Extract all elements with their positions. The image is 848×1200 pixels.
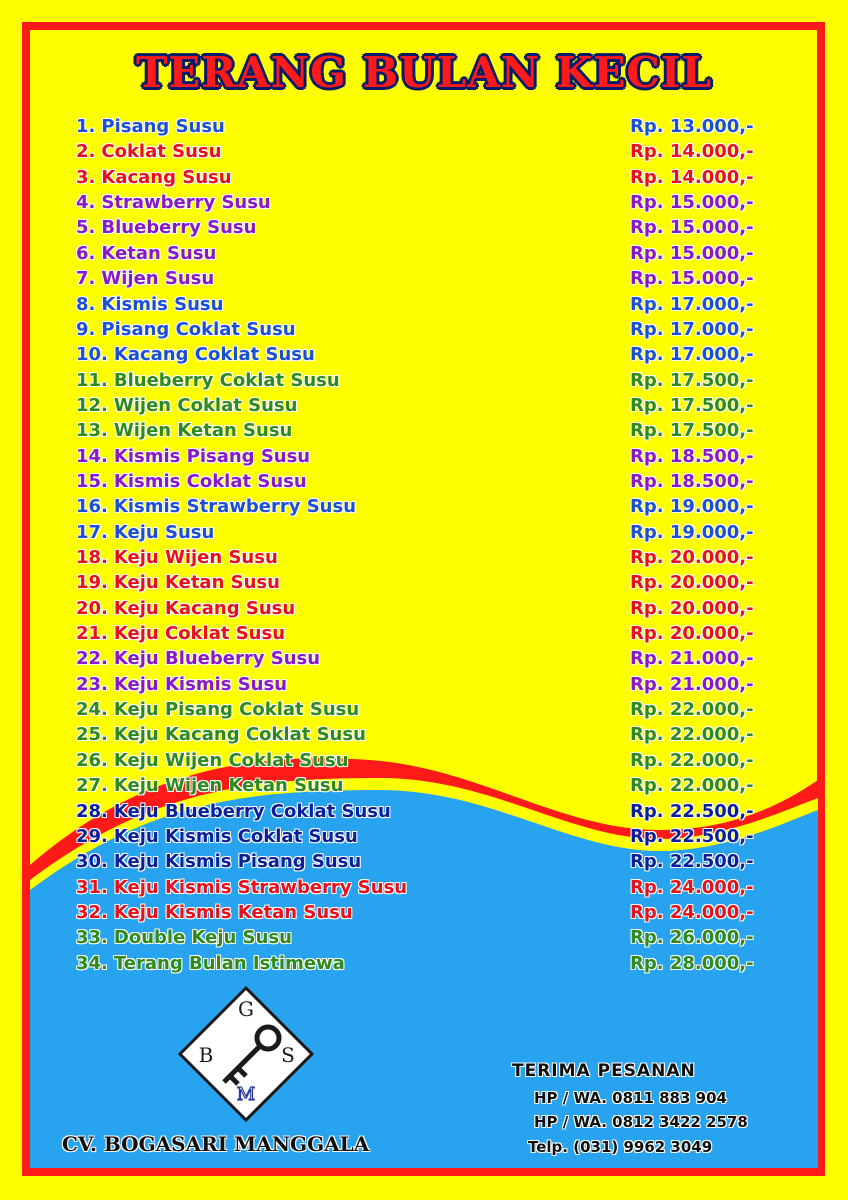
menu-item-name: Keju Blueberry Susu <box>113 648 321 670</box>
menu-item <box>76 672 776 697</box>
menu-item-number: 17. <box>76 521 108 543</box>
menu-item <box>76 621 776 646</box>
menu-item <box>76 494 776 519</box>
menu-item-name: Keju Kacang Susu <box>113 597 296 619</box>
menu-item <box>76 900 776 925</box>
menu-item-number: 3. <box>76 166 96 188</box>
menu-item <box>76 215 776 240</box>
contact-line-2: HP / WA. 0812 3422 2578 <box>534 1113 748 1131</box>
menu-item-price: Rp. 28.000,- <box>630 952 754 974</box>
menu-item <box>76 418 776 443</box>
menu-item-name: Keju Wijen Susu <box>113 547 278 568</box>
menu-item <box>76 875 776 900</box>
menu-item-name: Blueberry Coklat Susu <box>113 369 340 391</box>
menu-item-price: Rp. 22.000,- <box>630 699 754 721</box>
menu-item <box>76 342 776 367</box>
menu-item-price: Rp. 20.000,- <box>630 623 754 644</box>
menu-item-name: Keju Wijen Ketan Susu <box>113 775 344 797</box>
menu-item-number: 22. <box>76 648 108 670</box>
menu-item-price: Rp. 24.000,- <box>630 876 754 898</box>
menu-item-number: 31. <box>76 876 108 898</box>
menu-item-name: Blueberry Susu <box>101 217 257 239</box>
menu-item-number: 8. <box>76 293 96 315</box>
menu-item-price: Rp. 22.000,- <box>630 749 754 771</box>
menu-item-name: Wijen Ketan Susu <box>113 420 293 442</box>
menu-item-number: 6. <box>76 242 96 264</box>
menu-item-name: Kacang Susu <box>101 166 232 188</box>
menu-item-name: Terang Bulan Istimewa <box>113 952 345 974</box>
menu-item <box>76 317 776 342</box>
menu-item-number: 21. <box>76 623 108 644</box>
menu-item-price: Rp. 17.000,- <box>630 344 754 366</box>
menu-item <box>76 545 776 570</box>
menu-item-price: Rp. 19.000,- <box>630 521 754 543</box>
menu-item-number: 16. <box>76 496 108 518</box>
menu-item-number: 11. <box>76 369 108 391</box>
menu-item-number: 28. <box>76 800 108 822</box>
menu-item-number: 23. <box>76 673 108 695</box>
page-title: TERANG BULAN KECIL <box>135 48 713 97</box>
logo-letter-top: G <box>238 997 254 1021</box>
company-logo <box>178 986 314 1122</box>
menu-item-number: 7. <box>76 268 96 290</box>
menu-item-name: Coklat Susu <box>101 141 222 163</box>
menu-item-price: Rp. 19.000,- <box>630 496 754 518</box>
menu-item-number: 1. <box>76 116 96 137</box>
menu-item-price: Rp. 17.000,- <box>630 293 754 315</box>
menu-item-price: Rp. 22.500,- <box>630 825 754 847</box>
menu-item-number: 20. <box>76 597 108 619</box>
menu-item-price: Rp. 21.000,- <box>630 673 754 695</box>
menu-item-number: 9. <box>76 318 96 340</box>
menu-item-price: Rp. 18.500,- <box>630 445 754 467</box>
menu-item <box>76 114 776 139</box>
menu-item-name: Keju Kismis Coklat Susu <box>113 825 358 847</box>
menu-item-number: 25. <box>76 724 108 746</box>
menu-item-name: Keju Kismis Strawberry Susu <box>113 876 408 898</box>
menu-item-price: Rp. 20.000,- <box>630 572 754 594</box>
menu-item-number: 19. <box>76 572 108 594</box>
menu-item-name: Keju Kismis Susu <box>113 673 288 695</box>
menu-item-name: Wijen Susu <box>101 268 215 290</box>
menu-item-name: Keju Kismis Ketan Susu <box>113 901 353 923</box>
menu-item <box>76 266 776 291</box>
menu-item-name: Kismis Coklat Susu <box>113 470 307 492</box>
menu-item <box>76 799 776 824</box>
menu-item-price: Rp. 15.000,- <box>630 242 754 264</box>
menu-item-name: Kismis Pisang Susu <box>113 445 311 467</box>
company-name: CV. BOGASARI MANGGALA <box>62 1132 370 1156</box>
menu-item-price: Rp. 15.000,- <box>630 217 754 239</box>
menu-item-number: 14. <box>76 445 108 467</box>
contact-line-1: HP / WA. 0811 883 904 <box>534 1089 727 1107</box>
menu-item-number: 15. <box>76 470 108 492</box>
menu-item-price: Rp. 14.000,- <box>630 141 754 163</box>
menu-item-price: Rp. 15.000,- <box>630 192 754 214</box>
menu-item-number: 4. <box>76 192 96 214</box>
menu-item-name: Double Keju Susu <box>113 927 292 949</box>
logo-letter-bottom: M <box>236 1084 256 1105</box>
menu-item-name: Wijen Coklat Susu <box>113 394 298 416</box>
menu-item-number: 24. <box>76 699 108 721</box>
menu-item-name: Keju Kacang Coklat Susu <box>113 724 366 746</box>
menu-item-number: 32. <box>76 901 108 923</box>
menu-item-number: 2. <box>76 141 96 163</box>
menu-item-price: Rp. 22.000,- <box>630 724 754 746</box>
menu-item-number: 33. <box>76 927 108 949</box>
menu-item-price: Rp. 22.500,- <box>630 800 754 822</box>
menu-item-number: 30. <box>76 851 108 873</box>
menu-item <box>76 139 776 164</box>
menu-item-number: 26. <box>76 749 108 771</box>
menu-item-price: Rp. 18.500,- <box>630 470 754 492</box>
menu-item <box>76 697 776 722</box>
menu-item-number: 5. <box>76 217 96 239</box>
menu-item <box>76 165 776 190</box>
menu-item-name: Keju Ketan Susu <box>113 572 280 594</box>
menu-item-name: Keju Wijen Coklat Susu <box>113 749 349 771</box>
menu-item-name: Kismis Strawberry Susu <box>113 496 357 518</box>
menu-item-name: Pisang Coklat Susu <box>101 318 296 340</box>
menu-item <box>76 368 776 393</box>
menu-item <box>76 748 776 773</box>
menu-item-price: Rp. 22.000,- <box>630 775 754 797</box>
menu-item-number: 34. <box>76 952 108 974</box>
menu-item-name: Strawberry Susu <box>101 192 271 214</box>
menu-item <box>76 292 776 317</box>
menu-item-name: Pisang Susu <box>101 116 225 137</box>
menu-item-price: Rp. 17.500,- <box>630 394 754 416</box>
menu-item-name: Ketan Susu <box>101 242 217 264</box>
menu-item-price: Rp. 17.500,- <box>630 369 754 391</box>
menu-item-name: Kismis Susu <box>101 293 224 315</box>
menu-item <box>76 849 776 874</box>
menu-item-name: Keju Susu <box>113 521 215 543</box>
menu-item-number: 10. <box>76 344 108 366</box>
contact-line-3: Telp. (031) 9962 3049 <box>528 1138 713 1156</box>
menu-item <box>76 646 776 671</box>
menu-item <box>76 596 776 621</box>
menu-item <box>76 469 776 494</box>
menu-item-name: Keju Pisang Coklat Susu <box>113 699 360 721</box>
menu-item-number: 13. <box>76 420 108 442</box>
menu-item <box>76 444 776 469</box>
menu-item-price: Rp. 24.000,- <box>630 901 754 923</box>
menu-item-name: Kacang Coklat Susu <box>113 344 315 366</box>
menu-item-price: Rp. 13.000,- <box>630 116 754 137</box>
menu-item-price: Rp. 17.500,- <box>630 420 754 442</box>
menu-item-price: Rp. 17.000,- <box>630 318 754 340</box>
menu-item-name: Keju Blueberry Coklat Susu <box>113 800 391 822</box>
menu-item <box>76 570 776 595</box>
menu-item-price: Rp. 20.000,- <box>630 597 754 619</box>
menu-item <box>76 773 776 798</box>
menu-item-name: Keju Kismis Pisang Susu <box>113 851 362 873</box>
menu-item <box>76 520 776 545</box>
menu-item-number: 12. <box>76 394 108 416</box>
logo-letter-right: S <box>281 1043 295 1067</box>
menu-item <box>76 951 776 976</box>
menu-item-price: Rp. 21.000,- <box>630 648 754 670</box>
menu-item-price: Rp. 26.000,- <box>630 927 754 949</box>
menu-item <box>76 722 776 747</box>
menu-item <box>76 824 776 849</box>
menu-item <box>76 925 776 950</box>
logo-letter-left: B <box>198 1043 214 1067</box>
menu-item <box>76 393 776 418</box>
menu-item-price: Rp. 22.500,- <box>630 851 754 873</box>
order-title: TERIMA PESANAN <box>512 1061 696 1081</box>
menu-item-price: Rp. 15.000,- <box>630 268 754 290</box>
menu-item-number: 29. <box>76 825 108 847</box>
menu-item-price: Rp. 20.000,- <box>630 547 754 568</box>
menu-item-name: Keju Coklat Susu <box>113 623 286 644</box>
menu-item-price: Rp. 14.000,- <box>630 166 754 188</box>
menu-item <box>76 190 776 215</box>
menu-item-number: 27. <box>76 775 108 797</box>
menu-item <box>76 241 776 266</box>
menu-item-number: 18. <box>76 547 108 568</box>
